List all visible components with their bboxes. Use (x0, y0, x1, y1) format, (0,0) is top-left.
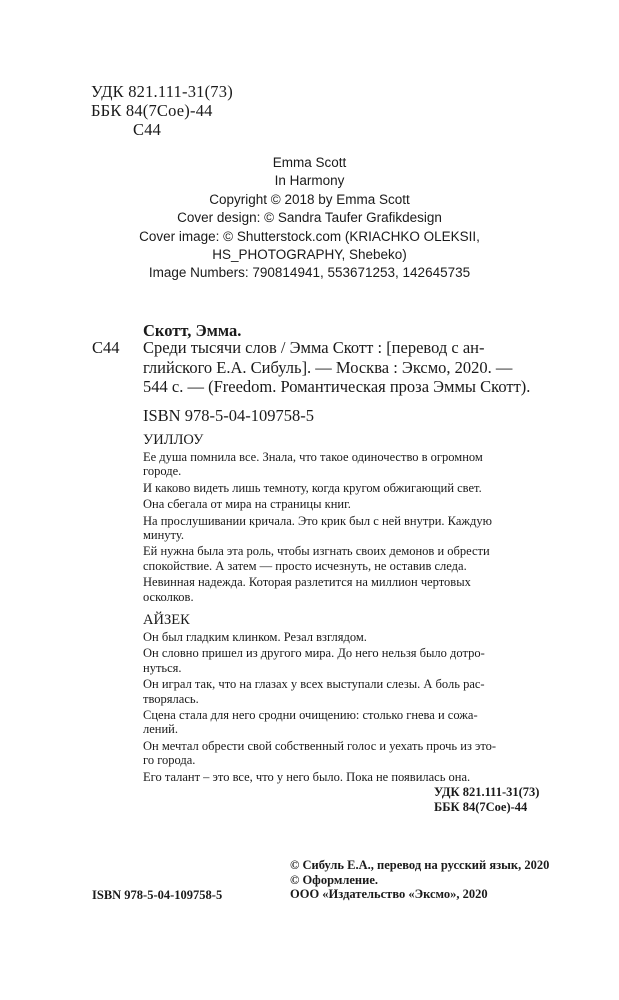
image-numbers-line: Image Numbers: 790814941, 553671253, 142645735 (148, 265, 471, 281)
cover-image-line-2: HS_PHOTOGRAPHY, Shebeko) (212, 247, 407, 263)
udk-code: УДК 821.111-31(73) (434, 785, 540, 799)
copyright-line: Copyright © 2018 by Emma Scott (209, 191, 410, 207)
annotation-willow (143, 432, 563, 606)
cover-image-line-1: Cover image: © Shutterstock.com (KRIACHKO OLEKSII, (139, 228, 480, 244)
copyright-block (0, 154, 619, 283)
paragraph: Он был гладким клинком. Резал взглядом. (143, 630, 367, 644)
bbk-code: ББК 84(7Сое)-44 (91, 101, 213, 120)
section-heading: АЙЗЕК (143, 612, 190, 628)
paragraph: И каково видеть лишь темноту, когда кругом обжигающий свет. (143, 480, 482, 495)
original-title: In Harmony (274, 173, 345, 189)
classification-codes (91, 82, 233, 139)
paragraph: Она сбегала от мира на страницы книг. (143, 497, 351, 512)
annotation-isaac (143, 612, 563, 786)
bibliographic-author: Скотт, Эмма. (143, 321, 242, 340)
paragraph: На прослушивании кричала. Это крик был с ней внутри. Каждую минуту. (143, 513, 492, 543)
isbn-line: ISBN 978-5-04-109758-5 (143, 406, 314, 425)
paragraph: Его талант – это все, что у него было. Пока не появилась она. (143, 769, 471, 784)
bibliographic-line-3: 544 с. — (Freedom. Романтическая проза Эммы Скотт). (143, 377, 531, 396)
paragraph: Сцена стала для него сродни очищению: столько гнева и сожа- лений. (143, 708, 478, 737)
udk-code: УДК 821.111-31(73) (91, 82, 233, 101)
cover-design-line: Cover design: © Sandra Taufer Grafikdesign (177, 210, 442, 226)
design-copyright: © Оформление. (290, 872, 379, 887)
legal-notices (290, 858, 549, 902)
bbk-code: ББК 84(7Сое)-44 (434, 800, 528, 814)
bibliographic-line-2: глийского Е.А. Сибуль]. — Москва : Эксмо, 2020. — (143, 357, 513, 377)
paragraph: Он словно пришел из другого мира. До него нельзя было дотро- нуться. (143, 646, 485, 675)
isbn-bottom: ISBN 978-5-04-109758-5 (92, 888, 223, 902)
paragraph: Невинная надежда. Которая разлетится на миллион чертовых осколков. (143, 575, 471, 604)
bibliographic-line-1: Среди тысячи слов / Эмма Скотт : [перевод с ан- (143, 338, 485, 357)
bibliographic-code: С44 (92, 338, 120, 357)
publisher-copyright: ООО «Издательство «Эксмо», 2020 (290, 887, 488, 901)
author-mark: С44 (133, 120, 162, 139)
paragraph: Он мечтал обрести свой собственный голос и уехать прочь из это- го города. (143, 738, 497, 768)
paragraph: Ее душа помнила все. Знала, что такое одиночество в огромном городе. (143, 450, 483, 479)
paragraph: Он играл так, что на глазах у всех выступали слезы. А боль рас- творялась. (143, 677, 485, 706)
original-author: Emma Scott (272, 155, 347, 170)
bibliographic-description (143, 338, 563, 397)
right-classification-codes (434, 785, 539, 815)
translation-copyright: © Сибуль Е.А., перевод на русский язык, 2020 (290, 858, 550, 872)
paragraph: Ей нужна была эта роль, чтобы изгнать своих демонов и обрести спокойствие. А затем — просто исчезнуть, не оставив следа. (143, 544, 490, 573)
section-heading: УИЛЛОУ (143, 432, 204, 448)
